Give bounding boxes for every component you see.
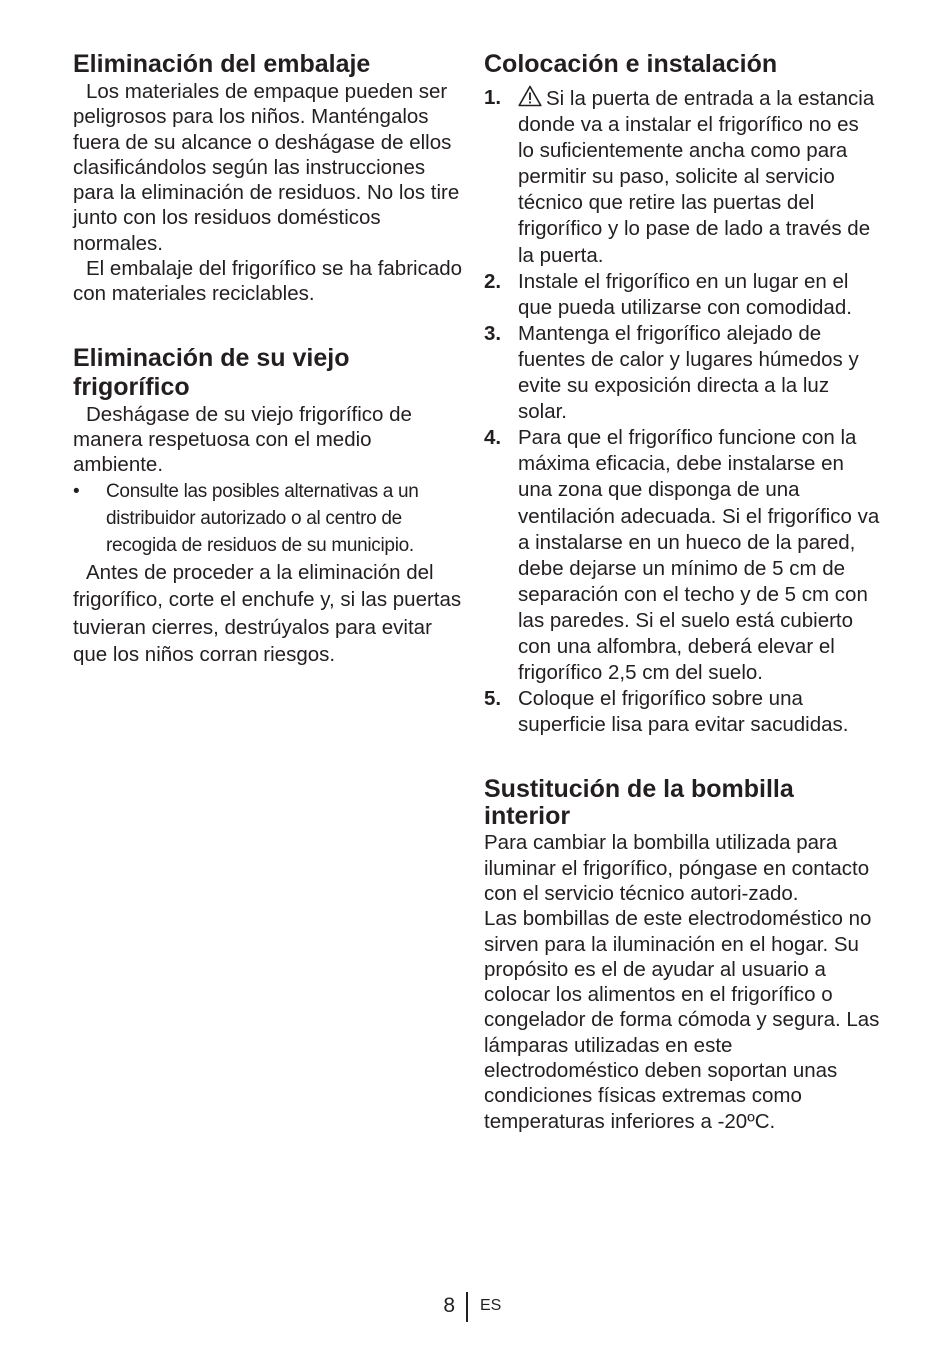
step-number: 5. <box>484 687 502 711</box>
list-item <box>484 425 880 686</box>
packaging-disposal-heading: Eliminación del embalaje <box>73 50 371 78</box>
old-fridge-paragraph-1: Deshágase de su viejo frigorífico de manera respetuosa con el medio ambiente. <box>73 402 412 477</box>
step-text: Si la puerta de entrada a la estancia donde va a instalar el frigorífico no es lo suficientemente ancha como para permitir su paso, solicite al servicio técnico que retire las puertas del frigorífico y lo pase de lado a través de la puerta. <box>518 87 875 267</box>
list-item <box>484 85 880 269</box>
footer-divider <box>466 1292 468 1322</box>
step-text: Coloque el frigorífico sobre una superficie lisa para evitar sacudidas. <box>518 687 849 737</box>
bulb-replacement-heading: Sustitución de la bombilla interior <box>484 775 794 831</box>
step-text: Mantenga el frigorífico alejado de fuentes de calor y lugares húmedos y evite su exposición directa a la luz solar. <box>518 321 859 424</box>
list-item <box>73 478 465 559</box>
old-fridge-bullet-list <box>73 478 465 559</box>
step-number: 3. <box>484 321 502 345</box>
bulb-replacement-section <box>484 776 880 1134</box>
bulb-paragraph-2: Las bombillas de este electrodoméstico no sirven para la iluminación en el hogar. Su propósito es el de ayudar al usuario a colocar los alimentos en el frigorífico o congelador de forma cómoda y segura. Las lámparas utilizadas en este electrodoméstico deben soportan unas condiciones físicas extremas como temperaturas inferiores a -20ºC. <box>484 907 880 1133</box>
page-footer <box>0 1292 950 1322</box>
list-item <box>484 269 880 321</box>
installation-heading: Colocación e instalación <box>484 50 778 78</box>
step-text: Instale el frigorífico en un lugar en el que pueda utilizarse con comodidad. <box>518 269 852 319</box>
step-text: Para que el frigorífico funcione con la máxima eficacia, debe instalarse en una zona que disponga de una ventilación adecuada. Si el frigorífico va a instalarse en un hueco de la pared, debe dejarse un mínimo de 5 cm de separación con el techo y de 5 cm con las paredes. Si el suelo está cubierto con una alfombra, deberá elevar el frigorífico 2,5 cm del suelo. <box>518 426 880 685</box>
bullet-text: Consulte las posibles alternativas a un distribuidor autorizado o al centro de recogida de residuos de su municipio. <box>106 480 419 556</box>
old-fridge-paragraph-2: Antes de proceder a la eliminación del frigorífico, corte el enchufe y, si las puertas tuvieran cierres, destrúyalos para evitar que los niños corran riesgos. <box>73 560 462 667</box>
left-column <box>73 50 465 669</box>
bulb-paragraph-1: Para cambiar la bombilla utilizada para iluminar el frigorífico, póngase en contacto con el servicio técnico autori-zado. <box>484 831 870 905</box>
packaging-paragraph-2: El embalaje del frigorífico se ha fabricado con materiales reciclables. <box>73 257 463 306</box>
warning-triangle-icon <box>518 85 542 107</box>
list-item <box>484 686 880 738</box>
packaging-paragraph-1: Los materiales de empaque pueden ser peligrosos para los niños. Manténgalos fuera de su alcance o deshágase de ellos clasificándolos según las instrucciones para la eliminación de residuos. No los tire junto con los residuos domésticos normales. <box>73 80 460 255</box>
packaging-disposal-section <box>73 50 465 307</box>
step-number: 4. <box>484 426 502 450</box>
right-column <box>484 50 880 1134</box>
page-number: 8 <box>443 1294 455 1317</box>
bullet-mark: • <box>73 480 80 502</box>
old-fridge-disposal-section <box>73 344 465 669</box>
step-number: 1. <box>484 86 502 109</box>
list-item <box>484 321 880 425</box>
installation-steps <box>484 85 880 738</box>
installation-section <box>484 50 880 738</box>
language-code: ES <box>480 1297 502 1314</box>
step-number: 2. <box>484 269 502 293</box>
old-fridge-heading: Eliminación de su viejo frigorífico <box>73 343 350 401</box>
